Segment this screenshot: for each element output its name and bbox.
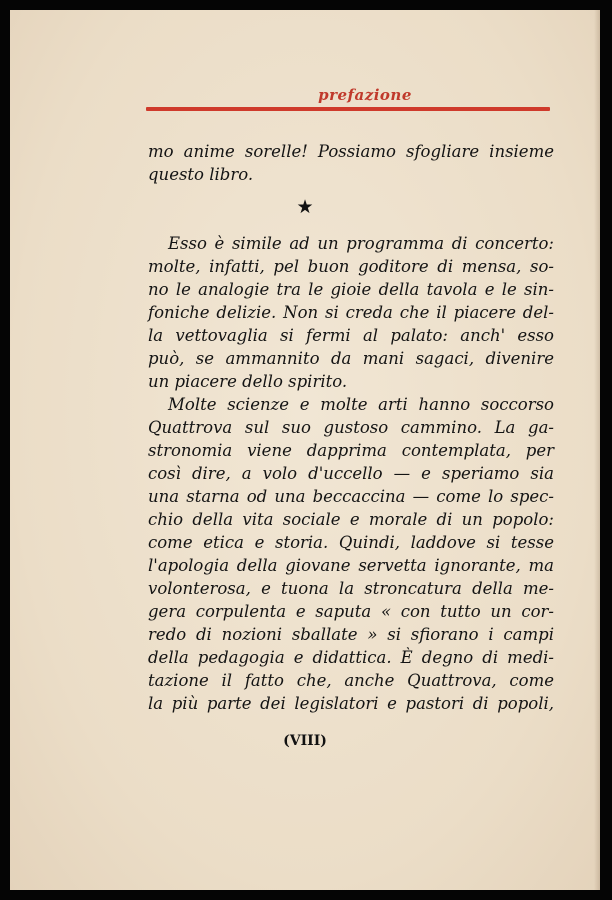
text-line: l'apologia della giovane servetta ignorante, ma bbox=[148, 556, 554, 575]
text-line: chio della vita sociale e morale di un popolo: bbox=[148, 510, 554, 529]
text-line: redo di nozioni sballate » si sfiorano i campi bbox=[148, 625, 554, 644]
text-line: la vettovaglia si fermi al palato: anch' esso bbox=[148, 326, 554, 345]
text-line: tazione il fatto che, anche Quattrova, come bbox=[148, 671, 554, 690]
text-line: molte, infatti, pel buon goditore di mensa, so- bbox=[148, 257, 554, 276]
text-line: Esso è simile ad un programma di concerto: bbox=[168, 234, 554, 253]
text-line: Quattrova sul suo gustoso cammino. La ga- bbox=[148, 418, 554, 437]
star-separator-icon: ★ bbox=[296, 196, 314, 218]
running-header: prefazione bbox=[318, 86, 412, 104]
text-line: volonterosa, e tuona la stroncatura della me- bbox=[148, 579, 554, 598]
text-line: può, se ammannito da mani sagaci, divenire bbox=[148, 349, 554, 368]
text-line: questo libro. bbox=[148, 165, 254, 184]
text-line: Molte scienze e molte arti hanno soccorso bbox=[168, 395, 554, 414]
page-edge-shadow bbox=[594, 10, 600, 890]
page-number: (VIII) bbox=[283, 733, 327, 749]
paragraph-1 bbox=[148, 232, 554, 393]
text-line: foniche delizie. Non si creda che il piacere del- bbox=[148, 303, 554, 322]
text-line: no le analogie tra le gioie della tavola e le sin- bbox=[148, 280, 554, 299]
text-line: mo anime sorelle! Possiamo sfogliare insieme bbox=[148, 142, 554, 161]
text-line: stronomia viene dapprima contemplata, per bbox=[148, 441, 554, 460]
intro-text bbox=[148, 140, 554, 186]
text-line: un piacere dello spirito. bbox=[148, 372, 348, 391]
text-line: come etica e storia. Quindi, laddove si tesse bbox=[148, 533, 554, 552]
text-line: gera corpulenta e saputa « con tutto un cor- bbox=[148, 602, 554, 621]
text-line: così dire, a volo d'uccello — e speriamo sia bbox=[148, 464, 554, 483]
book-page bbox=[10, 10, 600, 890]
text-line: la più parte dei legislatori e pastori di popoli, bbox=[148, 694, 554, 713]
header-rule bbox=[146, 107, 550, 111]
paragraph-2 bbox=[148, 393, 554, 715]
text-line: una starna od una beccaccina — come lo spec- bbox=[148, 487, 554, 506]
text-line: della pedagogia e didattica. È degno di medi- bbox=[148, 648, 554, 667]
